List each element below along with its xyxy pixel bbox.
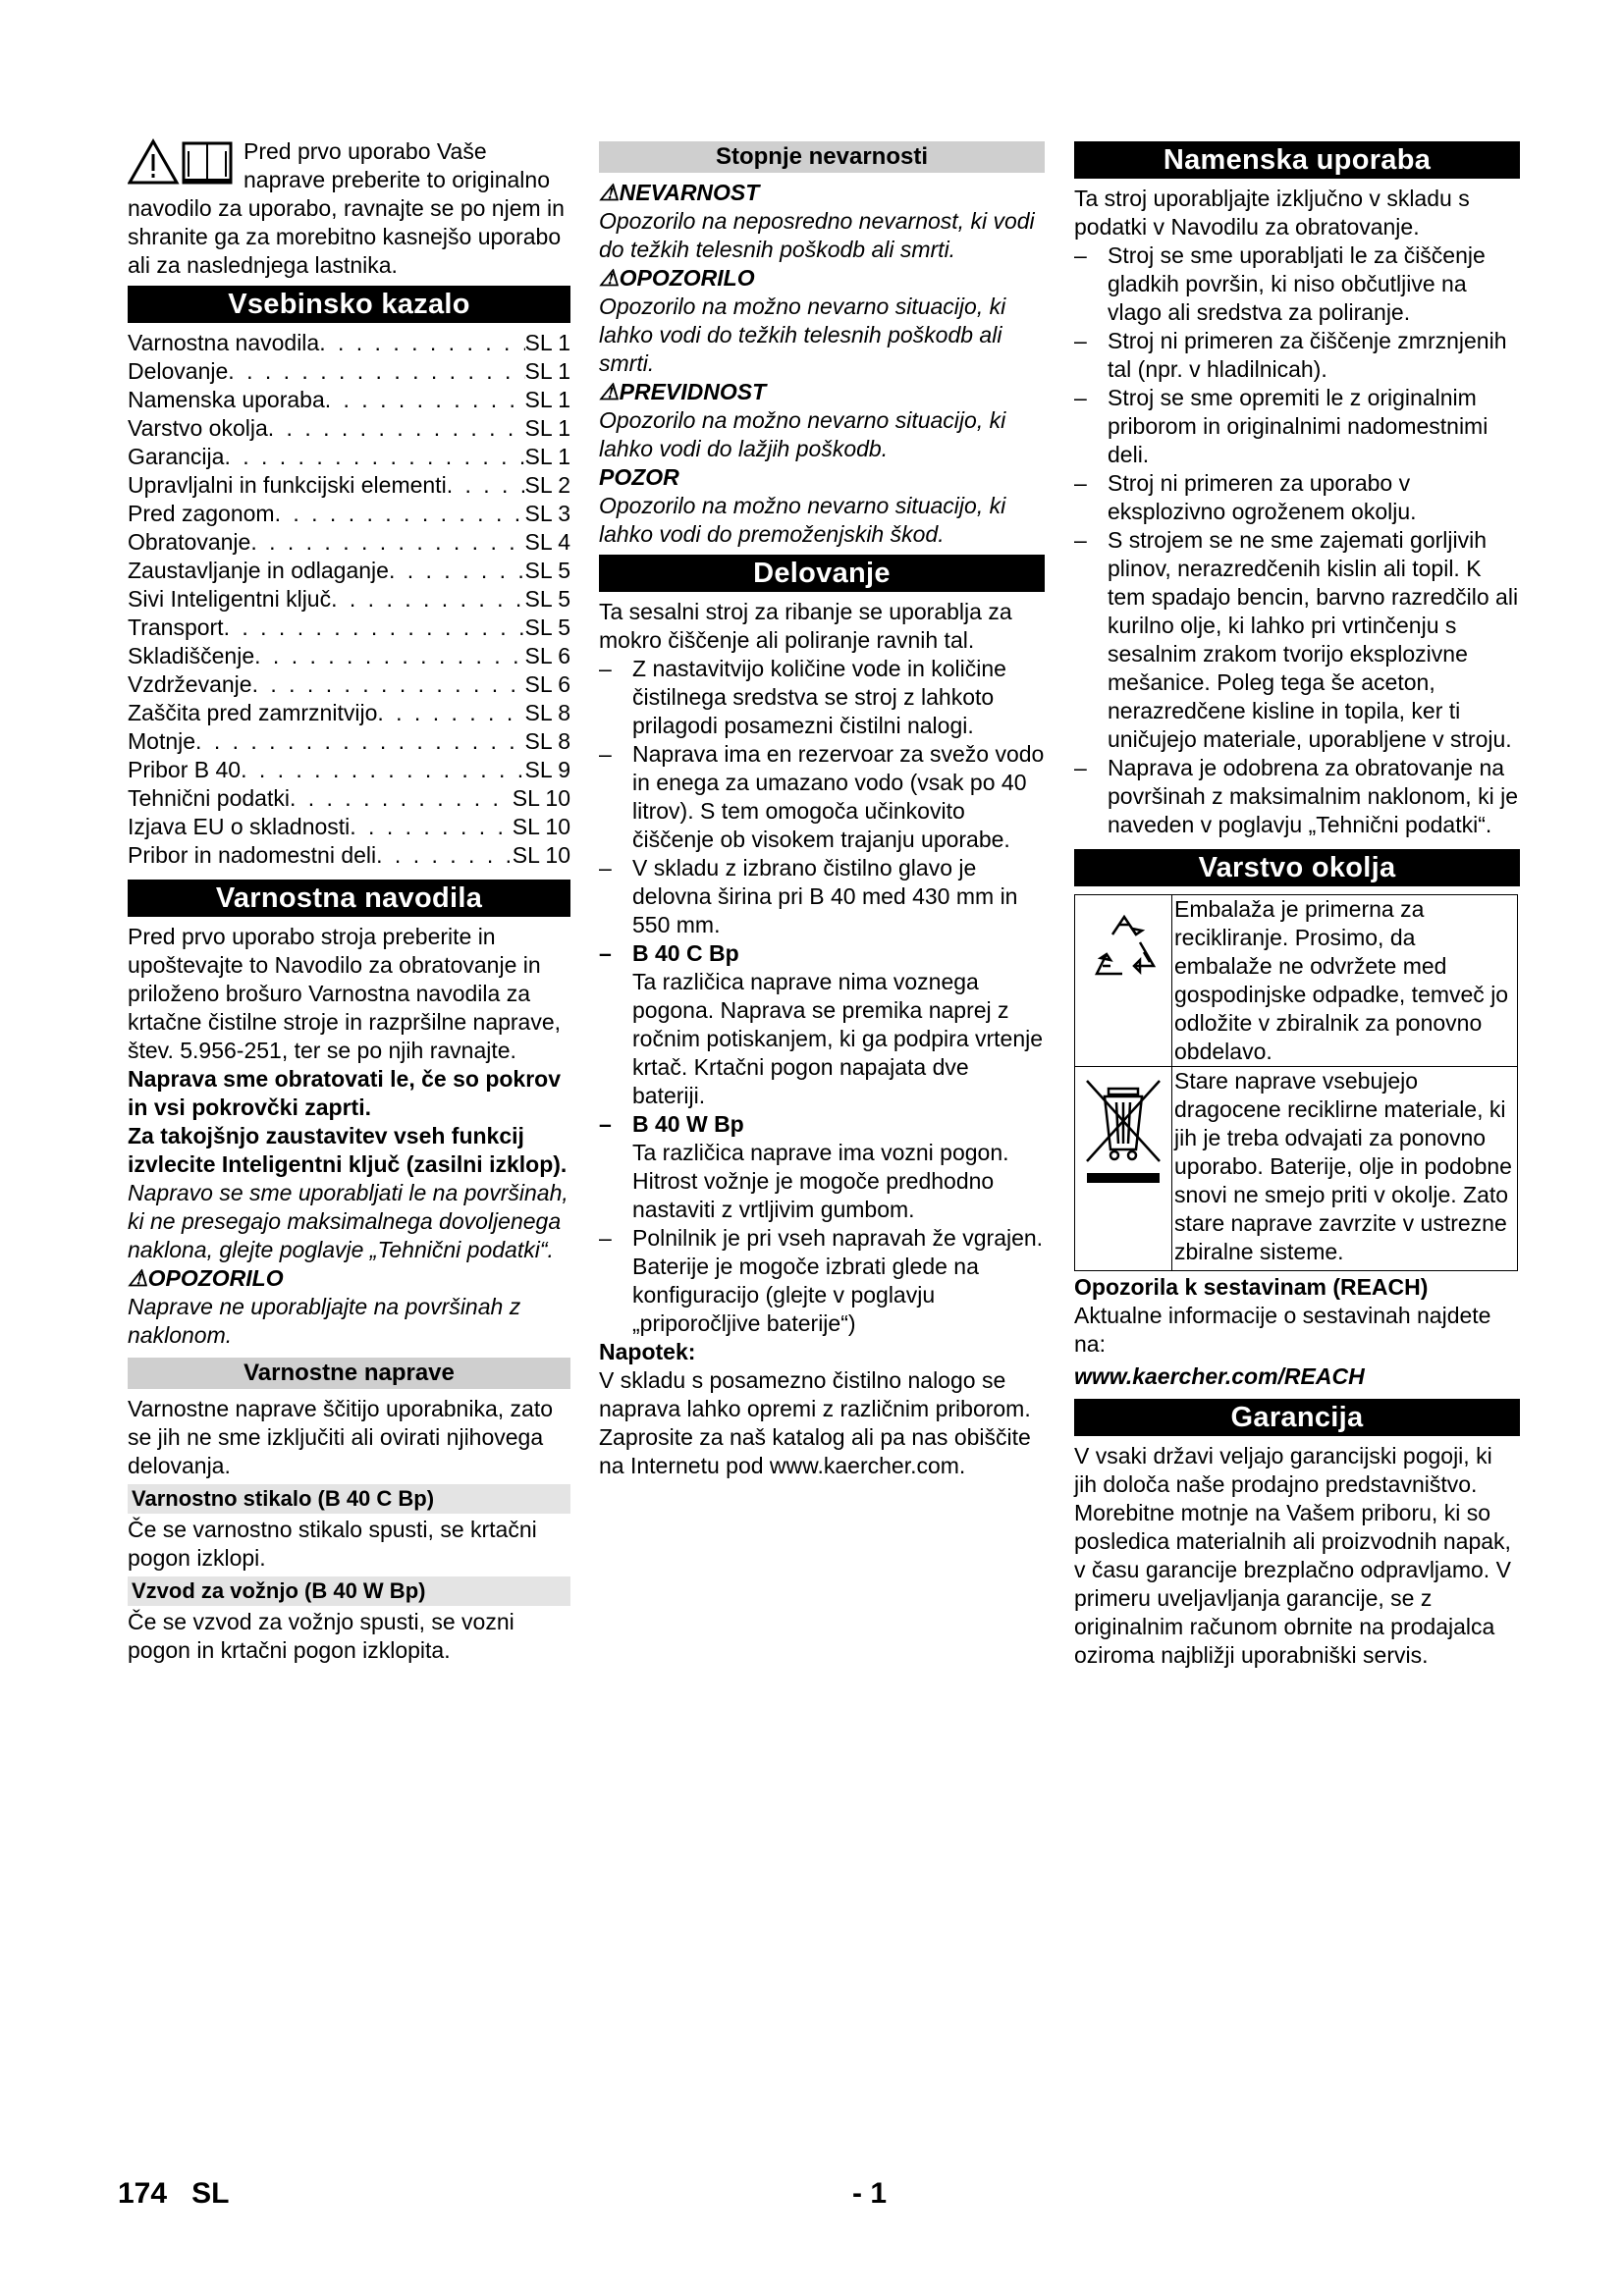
toc-item-page: SL 1: [524, 358, 570, 384]
toc-leader: [447, 471, 525, 500]
toc-leader: [268, 414, 525, 443]
warning-small-icon: ⚠: [599, 379, 620, 404]
toc-item-label: Varnostna navodila: [128, 330, 320, 355]
toc-item[interactable]: [128, 813, 570, 841]
toc-item-label: Namenska uporaba: [128, 387, 325, 412]
toc-item[interactable]: [128, 756, 570, 784]
intro-icons: [128, 137, 236, 188]
hazard-level-label: ⚠OPOZORILO: [599, 265, 755, 291]
toc-item[interactable]: [128, 614, 570, 642]
hazard-level-text: Opozorilo na možno nevarno situacijo, ki lahko vodi do premoženjskih škod.: [599, 493, 1006, 547]
safety-switch-text: Če se varnostno stikalo spusti, se krtačni pogon izklopi.: [128, 1517, 537, 1571]
toc-item[interactable]: [128, 557, 570, 585]
list-item: – Stroj ni primeren za uporabo v eksplozivno ogroženem okolju.: [1074, 469, 1520, 526]
list-item: – Stroj ni primeren za čiščenje zmrznjenih tal (npr. v hladilnicah).: [1074, 327, 1520, 384]
toc-item-label: Zaščita pred zamrznitvijo: [128, 700, 378, 725]
note-text: V skladu s posamezno čistilno nalogo se naprava lahko opremi z različnim priborom. Zaprosite za naš katalog ali pa nas obiščite na Internetu pod www.kaercher.com.: [599, 1367, 1031, 1478]
toc-item-page: SL 9: [524, 757, 570, 782]
toc-leader: [325, 386, 525, 414]
page-number: 174: [118, 2177, 168, 2210]
weee-cell: [1075, 1067, 1172, 1271]
manual-book-icon: [184, 143, 231, 183]
warning-small-icon: ⚠: [128, 1265, 148, 1291]
toc-item-label: Pribor B 40: [128, 757, 242, 782]
hazard-level-text: Opozorilo na možno nevarno situacijo, ki lahko vodi do težkih telesnih poškodb ali smrti.: [599, 294, 1006, 376]
recycle-text: Embalaža je primerna za recikliranje. Prosimo, da embalaže ne odvržete med gospodinjske odpadke, temveč jo odložite v zbiralnik za ponovno obdelavo.: [1172, 895, 1518, 1067]
toc-leader: [350, 813, 512, 841]
safety-warning-text: Naprave ne uporabljajte na površinah z naklonom.: [128, 1294, 521, 1348]
toc-item-label: Tehnični podatki: [128, 785, 290, 811]
warranty-heading: Garancija: [1074, 1399, 1520, 1436]
toc-item-page: SL 1: [524, 330, 570, 355]
safety-p4: Napravo se sme uporabljati le na površinah, ki ne presegajo maksimalnega dovoljenega naklona, glejte poglavje „Tehnični podatki“.: [128, 1180, 568, 1262]
table-row: [1075, 895, 1518, 1067]
toc-item[interactable]: [128, 471, 570, 500]
toc-item-label: Garancija: [128, 444, 225, 469]
toc-leader: [275, 500, 525, 528]
safety-warning-label: ⚠OPOZORILO: [128, 1265, 284, 1291]
toc-leader: [376, 841, 513, 870]
variant-b40w-label: – B 40 W Bp: [599, 1110, 1045, 1139]
column-right: [1074, 137, 1520, 1670]
variant-b40w-text: Ta različica naprave ima vozni pogon. Hitrost vožnje je mogoče predhodno nastaviti z vrtljivim gumbom.: [632, 1140, 1009, 1222]
toc-item-label: Motnje: [128, 728, 196, 754]
hazard-level-text: Opozorilo na možno nevarno situacijo, ki lahko vodi do lažjih poškodb.: [599, 407, 1006, 461]
toc-item-page: SL 2: [524, 472, 570, 498]
hazard-level-label: ⚠PREVIDNOST: [599, 379, 767, 404]
column-middle: [599, 137, 1045, 1480]
environment-table: [1074, 894, 1518, 1271]
crossed-bin-icon: [1075, 1067, 1171, 1263]
toc-item-label: Varstvo okolja: [128, 415, 268, 441]
toc-item[interactable]: [128, 414, 570, 443]
toc-item-label: Skladiščenje: [128, 643, 255, 668]
toc-leader: [224, 443, 524, 471]
toc-item-page: SL 6: [524, 643, 570, 668]
reach-text: Aktualne informacije o sestavinah najdete na:: [1074, 1303, 1491, 1357]
safety-switch-heading: Varnostno stikalo (B 40 C Bp): [128, 1484, 570, 1514]
toc-item-label: Vzdrževanje: [128, 671, 252, 697]
hazard-level-label: ⚠NEVARNOST: [599, 180, 760, 205]
toc-item[interactable]: [128, 727, 570, 756]
toc-leader: [252, 670, 525, 699]
note-label: Napotek:: [599, 1339, 696, 1364]
warning-small-icon: ⚠: [599, 180, 620, 205]
toc-leader: [195, 727, 524, 756]
column-left: [128, 137, 570, 1665]
toc-item-page: SL 6: [524, 671, 570, 697]
toc-item[interactable]: [128, 500, 570, 528]
toc-item[interactable]: [128, 699, 570, 727]
toc-item-label: Pred zagonom: [128, 501, 275, 526]
toc-leader: [250, 528, 524, 557]
toc-item-label: Upravljalni in funkcijski elementi: [128, 472, 447, 498]
toc-item-page: SL 1: [524, 415, 570, 441]
footer-page: [118, 2179, 229, 2208]
toc-item[interactable]: [128, 443, 570, 471]
weee-text: Stare naprave vsebujejo dragocene reciklirne materiale, ki jih je treba odvajati za ponovno uporabo. Baterije, olje in podobne snovi ne smejo priti v okolje. Zato stare naprave zavrzite v ustrezne zbiralne sisteme.: [1172, 1067, 1518, 1271]
toc-item-label: Transport: [128, 614, 224, 640]
sub-page-number: - 1: [852, 2177, 888, 2210]
toc-item[interactable]: [128, 528, 570, 557]
toc-leader: [377, 699, 524, 727]
toc-item[interactable]: [128, 784, 570, 813]
toc-leader: [290, 784, 513, 813]
safety-p2: Naprava sme obratovati le, če so pokrov in vsi pokrovčki zaprti.: [128, 1066, 562, 1120]
variant-b40c-text: Ta različica naprave nima voznega pogona. Naprava se premika naprej z ročnim potiskanjem, ki ga podpira vrtenje krtač. Krtačni pogon napajata dve bateriji.: [632, 969, 1044, 1108]
list-item: – Z nastavitvijo količine vode in količine čistilnega sredstva se stroj z lahkoto prilagodi posamezni čistilni nalogi.: [599, 655, 1045, 740]
variant-b40c-label: – B 40 C Bp: [599, 939, 1045, 968]
toc-item-page: SL 5: [524, 558, 570, 583]
toc-item[interactable]: [128, 585, 570, 614]
toc-item-label: Zaustavljanje in odlaganje: [128, 558, 389, 583]
toc-item[interactable]: [128, 841, 570, 870]
list-item: – Naprava ima en rezervoar za svežo vodo in enega za umazano vodo (vsak po 40 litrov). S tem omogoča učinkovito čiščenje ob visokem trajanju uporabe.: [599, 740, 1045, 854]
intro-block: [128, 137, 570, 280]
operation-intro: Ta sesalni stroj za ribanje se uporablja za mokro čiščenje ali poliranje ravnih tal.: [599, 599, 1012, 653]
safety-p1: Pred prvo uporabo stroja preberite in upoštevajte to Navodilo za obratovanje in priloženo brošuro Varnostna navodila za krtačne čistilne stroje in razpršilne naprave, štev. 5.956-251, ter se po njih ravnajte.: [128, 924, 562, 1063]
drive-lever-heading: Vzvod za vožnjo (B 40 W Bp): [128, 1576, 570, 1606]
toc-item-page: SL 8: [524, 700, 570, 725]
drive-lever-text: Če se vzvod za vožnjo spusti, se vozni pogon in krtačni pogon izklopita.: [128, 1609, 514, 1663]
toc-leader: [224, 614, 525, 642]
warning-small-icon: ⚠: [599, 265, 620, 291]
toc-item-label: Sivi Inteligentni ključ: [128, 586, 332, 612]
toc-item[interactable]: [128, 642, 570, 670]
list-item: – S strojem se ne sme zajemati gorljivih plinov, nerazredčenih kislin ali topil. K tem spadajo bencin, barvno razredčilo ali kurilno olje, ki lahko pri vrtinčenju s sesalnim zrakom tvorijo eksplozivne mešanice. Poleg tega še aceton, nerazredčene kisline in topila, ker ti uničujejo materiale, uporabljene v stroju.: [1074, 526, 1520, 754]
toc-item-page: SL 3: [524, 501, 570, 526]
intended-use-bullets: [1074, 241, 1520, 839]
operation-bullets-2: [599, 1110, 1045, 1139]
intended-use-intro: Ta stroj uporabljajte izključno v skladu s podatki v Navodilu za obratovanje.: [1074, 186, 1470, 240]
toc-item-page: SL 10: [512, 814, 570, 839]
safety-p3: Za takojšnjo zaustavitev vseh funkcij izvlecite Inteligentni ključ (zasilni izklop).: [128, 1123, 568, 1177]
toc-leader: [241, 756, 524, 784]
toc-item-page: SL 10: [512, 842, 570, 868]
list-item: – Polnilnik je pri vseh napravah že vgrajen. Baterije je mogoče izbrati glede na konfiguracijo (glejte v poglavju „priporočljive baterije“): [599, 1224, 1045, 1338]
language-code: SL: [191, 2177, 230, 2210]
list-item: – Stroj se sme opremiti le z originalnim priborom in originalnimi nadomestnimi deli.: [1074, 384, 1520, 469]
toc-list: [128, 329, 570, 870]
list-item: – Stroj se sme uporabljati le za čiščenje gladkih površin, ki niso občutljive na vlago ali sredstva za poliranje.: [1074, 241, 1520, 327]
toc-item-page: SL 4: [524, 529, 570, 555]
toc-item-label: Pribor in nadomestni deli: [128, 842, 377, 868]
toc-item-page: SL 8: [524, 728, 570, 754]
toc-leader: [331, 585, 524, 614]
operation-heading: Delovanje: [599, 555, 1045, 592]
hazard-heading: Stopnje nevarnosti: [599, 141, 1045, 173]
hazard-level-text: Opozorilo na neposredno nevarnost, ki vodi do težkih telesnih poškodb ali smrti.: [599, 208, 1035, 262]
toc-leader: [319, 329, 524, 357]
reach-heading: Opozorila k sestavinam (REACH): [1074, 1274, 1429, 1300]
environment-heading: Varstvo okolja: [1074, 849, 1520, 886]
list-item: – V skladu z izbrano čistilno glavo je delovna širina pri B 40 med 430 mm in 550 mm.: [599, 854, 1045, 939]
intro-text: Pred prvo uporabo Vaše naprave preberite to originalno navodilo za uporabo, ravnajte se po njem in shranite ga za morebitno kasnejšo uporabo ali za naslednjega lastnika.: [128, 138, 565, 278]
toc-item-page: SL 1: [524, 444, 570, 469]
toc-item-label: Izjava EU o skladnosti: [128, 814, 351, 839]
toc-item-page: SL 5: [524, 586, 570, 612]
safety-devices-text: Varnostne naprave ščitijo uporabnika, zato se jih ne sme izključiti ali ovirati njihovega delovanja.: [128, 1396, 554, 1478]
toc-item[interactable]: [128, 386, 570, 414]
table-row: [1075, 1067, 1518, 1271]
operation-bullets: [599, 655, 1045, 968]
intended-use-heading: Namenska uporaba: [1074, 141, 1520, 179]
toc-item[interactable]: [128, 357, 570, 386]
recycle-icon: [1075, 895, 1171, 1042]
toc-item-label: Obratovanje: [128, 529, 251, 555]
recycle-cell: [1075, 895, 1172, 1067]
toc-leader: [228, 357, 524, 386]
toc-item[interactable]: [128, 329, 570, 357]
hazard-levels: [599, 179, 1045, 549]
hazard-level-label: POZOR: [599, 464, 679, 490]
toc-heading: Vsebinsko kazalo: [128, 286, 570, 323]
toc-leader: [389, 557, 525, 585]
toc-item-page: SL 5: [524, 614, 570, 640]
toc-item[interactable]: [128, 670, 570, 699]
toc-leader: [254, 642, 524, 670]
reach-link[interactable]: www.kaercher.com/REACH: [1074, 1363, 1365, 1389]
list-item: – Naprava je odobrena za obratovanje na površinah z maksimalnim naklonom, ki je naveden v poglavju „Tehnični podatki“.: [1074, 754, 1520, 839]
operation-bullets-3: [599, 1224, 1045, 1338]
toc-item-page: SL 1: [524, 387, 570, 412]
warning-triangle-icon: [130, 141, 177, 183]
toc-item-label: Delovanje: [128, 358, 229, 384]
warranty-text: V vsaki državi veljajo garancijski pogoji, ki jih določa naše prodajno predstavništvo. Morebitne motnje na Vašem priboru, ki so posledica materialnih ali proizvodnih napak, v času garancije brezplačno odpravljamo. V primeru uveljavljanja garancije, se z originalnim računom obrnite na prodajalca oziroma najbližji uporabniški servis.: [1074, 1443, 1511, 1668]
toc-item-page: SL 10: [512, 785, 570, 811]
safety-devices-heading: Varnostne naprave: [128, 1358, 570, 1389]
safety-heading: Varnostna navodila: [128, 880, 570, 917]
